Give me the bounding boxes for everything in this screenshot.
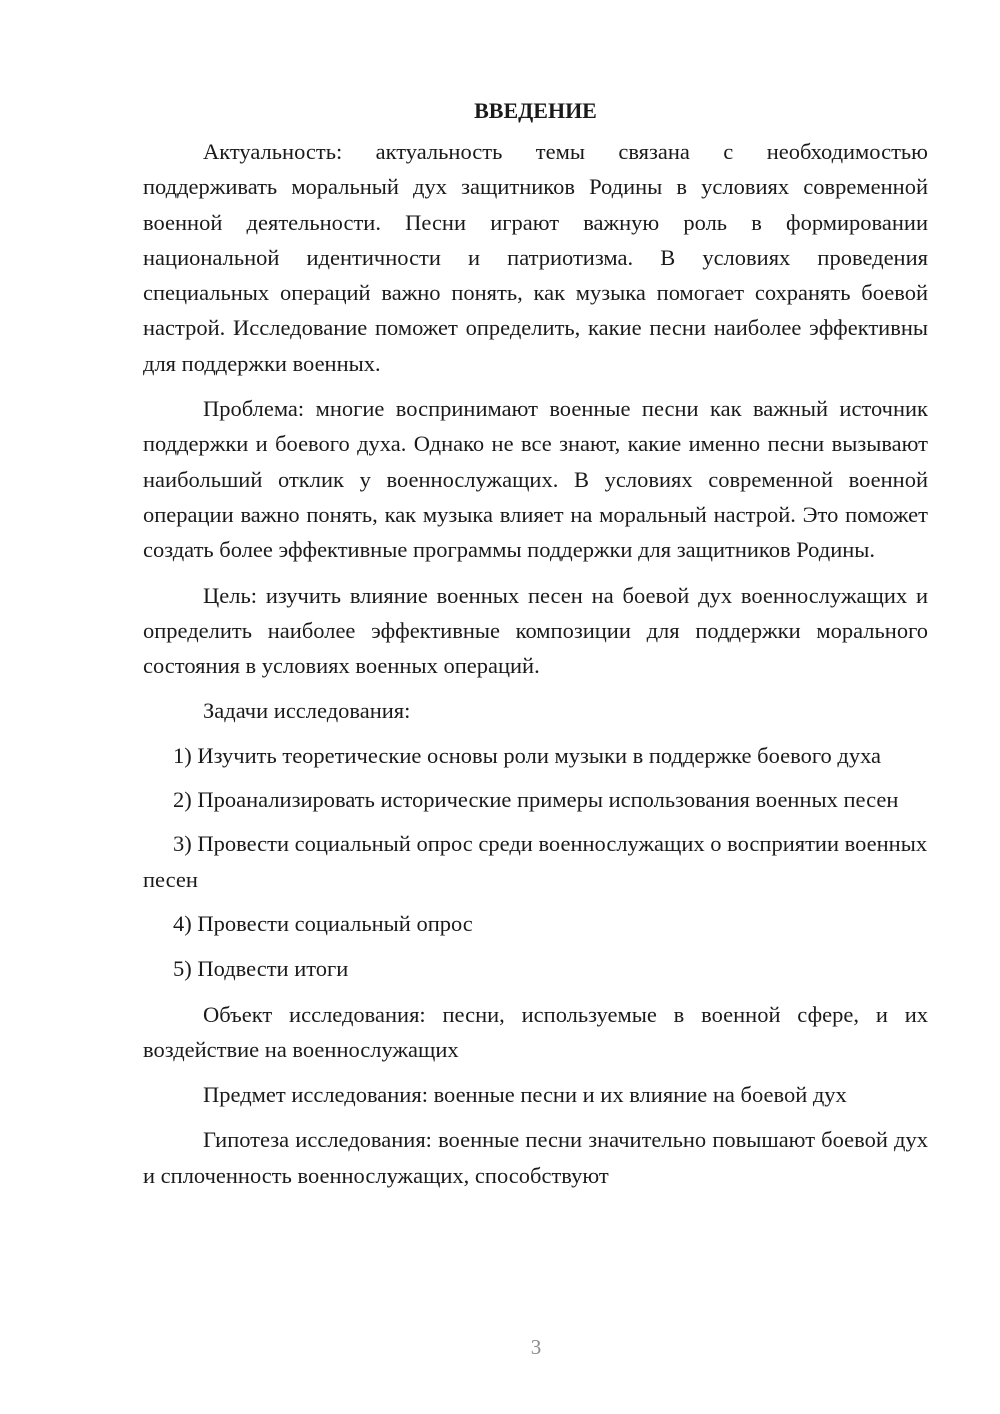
problem-paragraph: Проблема: многие воспринимают военные песни как важный источник поддержки и боевого духа. Однако не все знают, какие именно песни вызывают наибольший отклик у военнослужащих. В условиях современной военной операции важно понять, как музыка влияет на моральный настрой. Это поможет создать более эффективные программы поддержки для защитников Родины. xyxy=(143,396,928,563)
task-item: 3) Провести социальный опрос среди военнослужащих о восприятии военных песен xyxy=(143,831,928,892)
task-item: 5) Подвести итоги xyxy=(173,956,349,982)
object-paragraph: Объект исследования: песни, используемые в военной сфере, и их воздействие на военнослужащих xyxy=(143,1001,928,1062)
page-title: ВВЕДЕНИЕ xyxy=(474,98,597,123)
task-item: 4) Провести социальный опрос xyxy=(173,910,473,936)
hypothesis-paragraph: Гипотеза исследования: военные песни значительно повышают боевой дух и сплоченность военнослужащих, способствуют xyxy=(143,1127,928,1188)
goal-paragraph: Цель: изучить влияние военных песен на боевой дух военнослужащих и определить наиболее эффективные композиции для поддержки морального состояния в условиях военных операций. xyxy=(143,582,928,679)
subject-paragraph: Предмет исследования: военные песни и их влияние на боевой дух xyxy=(203,1082,847,1108)
task-item: 2) Проанализировать исторические примеры использования военных песен xyxy=(173,787,899,813)
relevance-paragraph: Актуальность: актуальность темы связана с необходимостью поддерживать моральный дух защитников Родины в условиях современной военной деятельности. Песни играют важную роль в формировании национальной идентичности и патриотизма. В условиях проведения специальных операций важно понять, как музыка помогает сохранять боевой настрой. Исследование поможет определить, какие песни наиболее эффективны для поддержки военных. xyxy=(143,139,928,376)
tasks-heading: Задачи исследования: xyxy=(203,698,411,724)
page-number: 3 xyxy=(530,1335,542,1359)
page-content xyxy=(143,96,928,1193)
task-item: 1) Изучить теоретические основы роли музыки в поддержке боевого духа xyxy=(173,742,882,768)
